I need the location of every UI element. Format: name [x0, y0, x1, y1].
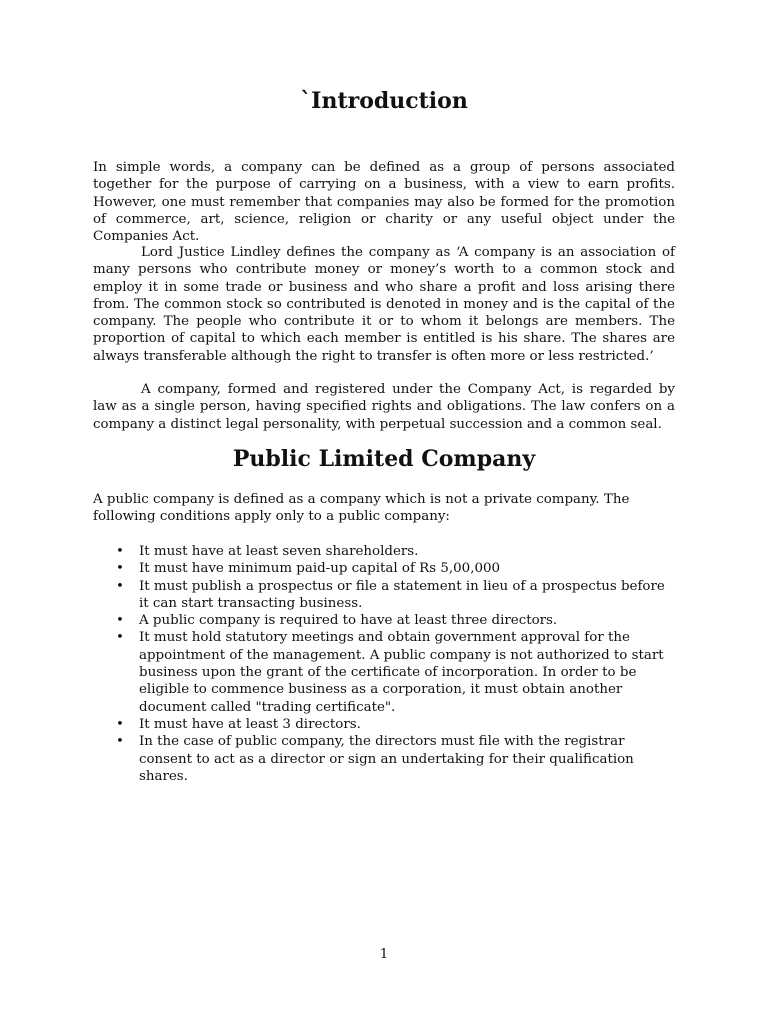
bullet-icon: •: [116, 734, 124, 750]
intro-paragraph-3: A company, formed and registered under the Company Act, is regarded by law as a single person, having specified rights and obligations. The law confers on a company a distinct legal personality, with perpetual succession and a common seal.: [93, 382, 675, 432]
page-title: `Introduction: [300, 88, 468, 114]
bullet-icon: •: [116, 561, 124, 577]
bullet-icon: •: [116, 578, 124, 594]
section-intro-paragraph: A public company is defined as a company which is not a private company. The following conditions apply only to a public company:: [93, 492, 630, 525]
bullet-icon: •: [116, 716, 124, 732]
section-heading: Public Limited Company: [232, 446, 536, 472]
list-item-text: It must have at least 3 directors.: [139, 716, 361, 732]
list-item: [93, 612, 675, 629]
intro-paragraph-2: Lord Justice Lindley defines the company as ‘A company is an association of many persons who contribute money or money’s worth to a common stock and employ it in some trade or business and who share a profit and loss arising there from. The common stock so contributed is denoted in money and is the capital of the company. The people who contribute it or to whom it belongs are members. The proportion of capital to which each member is entitled is his share. The shares are always transferable although the right to transfer is often more or less restricted.’: [93, 245, 675, 364]
list-item-text: It must have at least seven shareholders.: [139, 544, 419, 559]
list-item-text: It must have minimum paid-up capital of Rs 5,00,000: [139, 561, 501, 577]
page-number: 1: [379, 947, 389, 962]
list-item-text: It must publish a prospectus or file a statement in lieu of a prospectus before it can start transacting business.: [139, 578, 665, 611]
list-item-text: In the case of public company, the directors must file with the registrar consent to act as a director or sign an undertaking for their qualification shares.: [139, 734, 634, 784]
list-item: [93, 716, 675, 733]
list-item: [93, 733, 675, 785]
list-item: [93, 560, 675, 577]
list-item: [93, 578, 675, 613]
conditions-list: [93, 543, 675, 785]
list-item-text: It must hold statutory meetings and obtain government approval for the appointment of the management. A public company is not authorized to start business upon the grant of the certificate of incorporation. In order to be eligible to commence business as a corporation, it must obtain another document called "trading certificate".: [139, 630, 664, 715]
bullet-icon: •: [116, 544, 124, 559]
list-item: [93, 629, 675, 715]
bullet-icon: •: [116, 613, 124, 629]
list-item-text: A public company is required to have at least three directors.: [139, 613, 558, 629]
bullet-icon: •: [116, 630, 124, 646]
list-item: [93, 543, 675, 560]
intro-paragraph-1: In simple words, a company can be defined as a group of persons associated together for the purpose of carrying on a business, with a view to earn profits. However, one must remember that companies may also be formed for the promotion of commerce, art, science, religion or charity or any useful object under the Companies Act.: [93, 160, 675, 245]
